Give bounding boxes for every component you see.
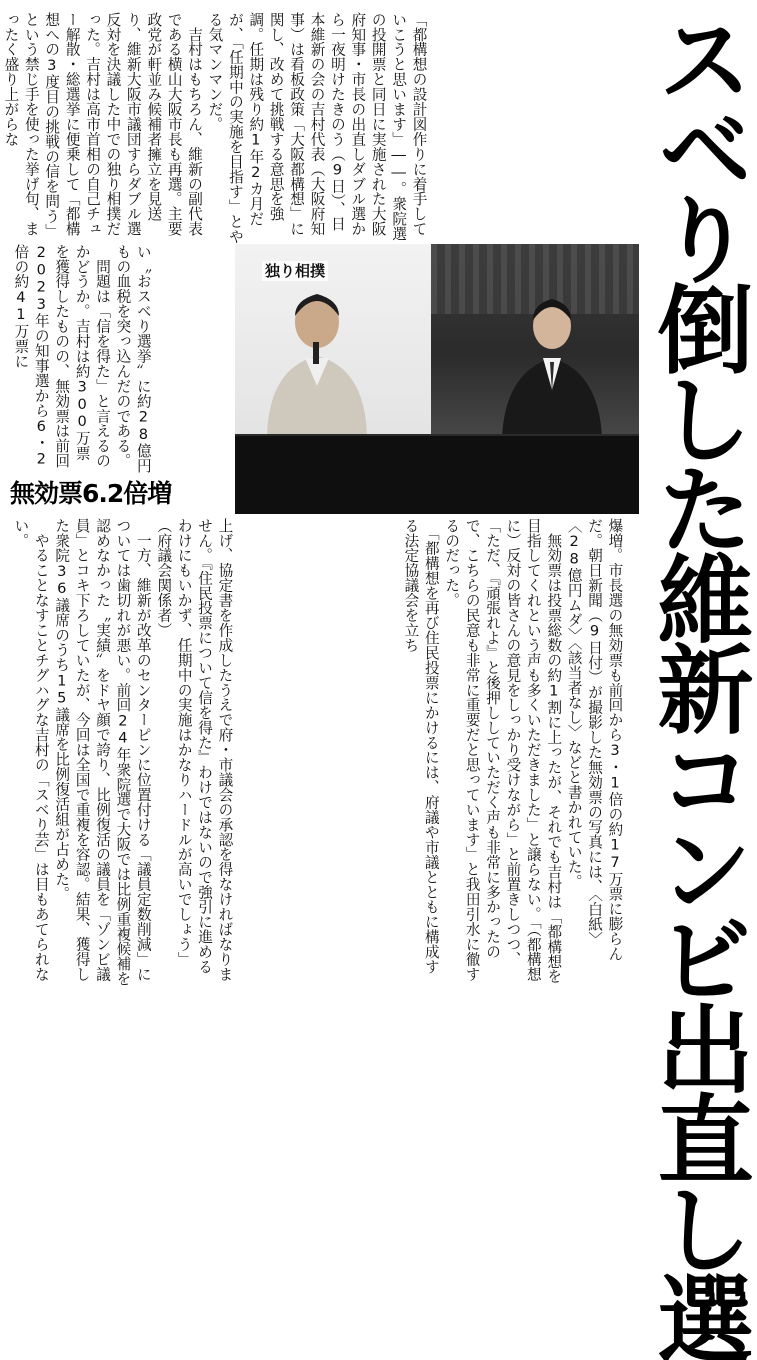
article-body-top-right bbox=[0, 12, 636, 244]
article-text-top: 「都構想の設計図作りに着手していこうと思います」――。衆院選の投開票と同日に実施された大阪府知事・市長の出直しダブル選から一夜明けたきのう（9日）、日本維新の会の吉村代表（大阪府知事）は看板政策「大阪都構想」に関し、改めて挑戦する意思を強調。任期は残り約1年2カ月だが、「任期中の実施を目指す」とやる気マンマンだ。 吉村はもちろん、維新の副代表である横山大阪市長も再選。主要政党が軒並み候補者擁立を見送り、維新大阪市議団すらダブル選反対を決議した中での独り相撲だった。吉村は高市首相の自己チュー解散・総選挙に便乗して「都構想への3度目の挑戦の信を問う」という禁じ手を使った挙げ句、まったく盛り上がらな bbox=[2, 12, 428, 244]
person-right-image bbox=[497, 292, 607, 438]
press-conference-photo bbox=[235, 244, 639, 514]
article-text-bottom-right: 爆増。市長選の無効票も前回から3・1倍の約17万票に膨らんだ。朝日新聞（9日付）が撮影した無効票の写真には、〈白紙〉〈28億円ムダ〉〈該当者なし〉などと書かれていた。 無効票は投票総数の約1割に上ったが、それでも吉村は「都構想を目指してくれという声も多くいただきました」と譲らない。「（都構想に）反対の皆さんの意見をしっかり受けながら」と前置きしつつ、「ただ、『頑張れよ』と後押ししていただく声も非常に多かったので、こちらの民意も非常に重要だと思っています」と我田引水に徹するのだった。 「都構想を再び住民投票にかけるには、府議や市議とともに構成する法定協議会を立ち bbox=[402, 518, 624, 984]
headline: スベり倒した維新コンビ出直し選 bbox=[642, 10, 754, 1360]
article-body-bottom-right bbox=[400, 518, 640, 988]
subheadline: 無効票6.2倍増 bbox=[10, 479, 172, 508]
article-body-top-left bbox=[10, 244, 230, 474]
person-left-image bbox=[257, 286, 377, 436]
article-text-top-left: い〝おスベり選挙〟に約28億円もの血税を突っ込んだのである。 問題は「信を得た」と言えるのかどうか。吉村は約300万票を獲得したものの、無効票は前回2023年の知事選から6・2倍の約41万票に bbox=[12, 244, 152, 474]
photo-caption: 独り相撲 bbox=[262, 261, 328, 281]
article-body-bottom-left bbox=[10, 518, 400, 988]
article-text-bottom-left: 上げ、協定書を作成したうえで府・市議会の承認を得なければなりません。『住民投票について信を得た』わけではないので強引に進めるわけにもいかず、任期中の実施はかなりハードルが高いでしょう」（府議会関係者） 一方、維新が改革のセンターピンに位置付ける「議員定数削減」については歯切れが悪い。前回24年衆院選で大阪では比例重複候補を認めなかった〝実績〟をドヤ顔で誇り、比例復活の議員を「ゾンビ議員」とコキ下ろしていたが、今回は全国で重複を容認。結果、獲得した衆院36議席のうち15議席を比例復活組が占めた。 やることなすことチグハグな吉村の「スベり芸」は目もあてられない。 bbox=[12, 518, 234, 987]
